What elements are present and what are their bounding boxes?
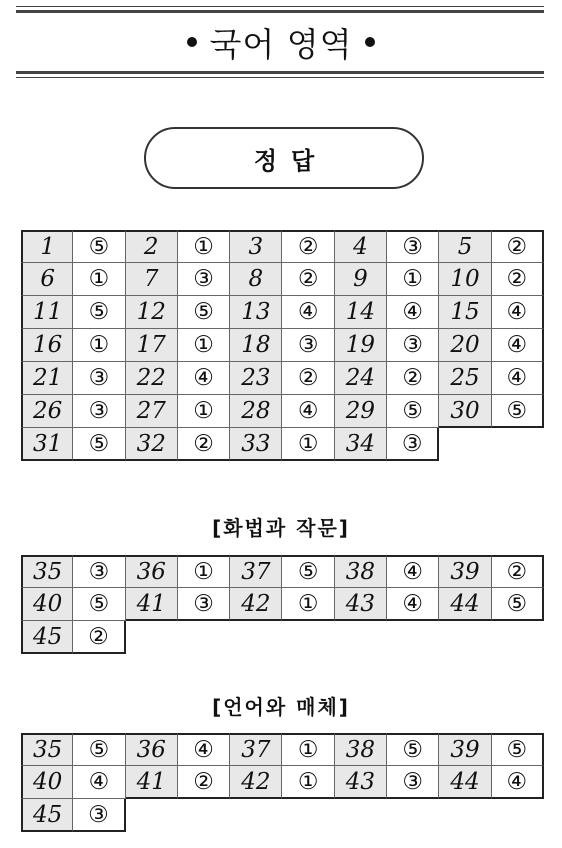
question-number: 37 [230, 555, 282, 588]
question-number: 27 [126, 395, 178, 428]
header-line-top-thin [16, 6, 544, 7]
question-number: 12 [126, 296, 178, 329]
question-number: 37 [230, 733, 282, 766]
answer-choice: ① [73, 329, 125, 362]
question-number: 36 [126, 555, 178, 588]
question-number: 29 [335, 395, 387, 428]
header-line-top-thick [16, 10, 544, 13]
question-number: 39 [439, 733, 491, 766]
answer-choice: ③ [73, 362, 125, 395]
question-number: 5 [439, 230, 491, 263]
answer-choice: ① [178, 555, 230, 588]
answer-row [21, 263, 544, 296]
main-answer-grid [21, 230, 544, 461]
answer-choice: ③ [178, 588, 230, 621]
question-number: 26 [21, 395, 73, 428]
question-number: 41 [126, 588, 178, 621]
question-number: 1 [21, 230, 73, 263]
answer-choice: ① [387, 263, 439, 296]
header-line-bottom-thin [16, 77, 544, 78]
answer-choice: ⑤ [73, 296, 125, 329]
answer-choice: ⑤ [387, 395, 439, 428]
question-number: 45 [21, 621, 73, 654]
answer-choice: ④ [492, 766, 544, 799]
answer-choice: ⑤ [73, 733, 125, 766]
question-number: 4 [335, 230, 387, 263]
answer-choice: ④ [282, 296, 334, 329]
answer-choice: ① [282, 588, 334, 621]
question-number: 40 [21, 766, 73, 799]
answer-choice: ⑤ [492, 733, 544, 766]
answer-choice: ③ [387, 329, 439, 362]
answer-choice: ② [387, 362, 439, 395]
question-number: 23 [230, 362, 282, 395]
answer-choice: ④ [387, 588, 439, 621]
answer-row [21, 799, 544, 832]
answer-choice: ④ [492, 362, 544, 395]
question-number: 36 [126, 733, 178, 766]
answer-choice: ④ [178, 362, 230, 395]
question-number: 21 [21, 362, 73, 395]
answer-choice: ② [73, 621, 125, 654]
question-number: 24 [335, 362, 387, 395]
answer-row [21, 428, 544, 461]
answer-choice: ⑤ [387, 733, 439, 766]
answer-choice: ④ [73, 766, 125, 799]
answer-choice: ② [178, 428, 230, 461]
speech-writing-answer-grid [21, 555, 544, 654]
bullet-left-icon [187, 37, 197, 47]
question-number: 11 [21, 296, 73, 329]
question-number: 3 [230, 230, 282, 263]
question-number: 38 [335, 555, 387, 588]
answer-choice: ③ [73, 395, 125, 428]
question-number: 38 [335, 733, 387, 766]
answer-choice: ⑤ [492, 395, 544, 428]
answer-choice: ② [492, 555, 544, 588]
page-title [0, 14, 562, 70]
question-number: 7 [126, 263, 178, 296]
question-number: 19 [335, 329, 387, 362]
question-number: 40 [21, 588, 73, 621]
answer-row [21, 588, 544, 621]
question-number: 20 [439, 329, 491, 362]
question-number: 44 [439, 766, 491, 799]
question-number: 34 [335, 428, 387, 461]
bullet-right-icon [365, 37, 375, 47]
answer-row [21, 230, 544, 263]
answer-choice: ③ [73, 555, 125, 588]
answer-row [21, 362, 544, 395]
question-number: 28 [230, 395, 282, 428]
question-number: 32 [126, 428, 178, 461]
question-number: 13 [230, 296, 282, 329]
question-number: 42 [230, 766, 282, 799]
question-number: 16 [21, 329, 73, 362]
answer-choice: ① [282, 428, 334, 461]
language-media-title: [언어와 매체] [212, 695, 350, 719]
question-number: 22 [126, 362, 178, 395]
question-number: 31 [21, 428, 73, 461]
answer-choice: ② [282, 230, 334, 263]
answer-choice: ① [282, 766, 334, 799]
answer-row [21, 766, 544, 799]
answer-choice: ② [492, 230, 544, 263]
question-number: 41 [126, 766, 178, 799]
question-number: 33 [230, 428, 282, 461]
answer-choice: ③ [387, 230, 439, 263]
answer-choice: ② [282, 362, 334, 395]
speech-writing-title: [화법과 작문] [212, 516, 350, 540]
question-number: 43 [335, 766, 387, 799]
answer-choice: ⑤ [492, 588, 544, 621]
page-title-text: 국어 영역 [209, 24, 353, 64]
question-number: 35 [21, 733, 73, 766]
header-line-bottom-thick [16, 71, 544, 74]
answer-choice: ③ [387, 428, 439, 461]
question-number: 14 [335, 296, 387, 329]
answer-row [21, 733, 544, 766]
question-number: 10 [439, 263, 491, 296]
question-number: 17 [126, 329, 178, 362]
answer-choice: ③ [178, 263, 230, 296]
answer-choice: ① [178, 230, 230, 263]
question-number: 45 [21, 799, 73, 832]
answer-choice: ③ [282, 329, 334, 362]
question-number: 9 [335, 263, 387, 296]
answer-choice: ① [73, 263, 125, 296]
answer-label [144, 127, 424, 189]
answer-row [21, 329, 544, 362]
answer-choice: ② [178, 766, 230, 799]
answer-row [21, 621, 544, 654]
answer-choice: ④ [387, 555, 439, 588]
question-number: 35 [21, 555, 73, 588]
answer-choice: ② [492, 263, 544, 296]
answer-row [21, 296, 544, 329]
question-number: 2 [126, 230, 178, 263]
question-number: 25 [439, 362, 491, 395]
answer-choice: ⑤ [178, 296, 230, 329]
language-media-answer-grid [21, 733, 544, 832]
answer-choice: ⑤ [73, 588, 125, 621]
answer-label-text: 정답 [253, 146, 329, 175]
question-number: 18 [230, 329, 282, 362]
answer-choice: ② [282, 263, 334, 296]
answer-choice: ① [282, 733, 334, 766]
answer-choice: ③ [73, 799, 125, 832]
question-number: 44 [439, 588, 491, 621]
answer-row [21, 395, 544, 428]
answer-row [21, 555, 544, 588]
question-number: 43 [335, 588, 387, 621]
question-number: 6 [21, 263, 73, 296]
answer-choice: ④ [492, 329, 544, 362]
answer-choice: ① [178, 395, 230, 428]
question-number: 42 [230, 588, 282, 621]
answer-choice: ⑤ [73, 230, 125, 263]
answer-choice: ④ [387, 296, 439, 329]
question-number: 39 [439, 555, 491, 588]
answer-choice: ⑤ [282, 555, 334, 588]
answer-choice: ③ [387, 766, 439, 799]
answer-choice: ④ [178, 733, 230, 766]
question-number: 15 [439, 296, 491, 329]
answer-choice: ④ [492, 296, 544, 329]
answer-choice: ⑤ [73, 428, 125, 461]
answer-choice: ④ [282, 395, 334, 428]
answer-choice: ① [178, 329, 230, 362]
question-number: 30 [439, 395, 491, 428]
question-number: 8 [230, 263, 282, 296]
